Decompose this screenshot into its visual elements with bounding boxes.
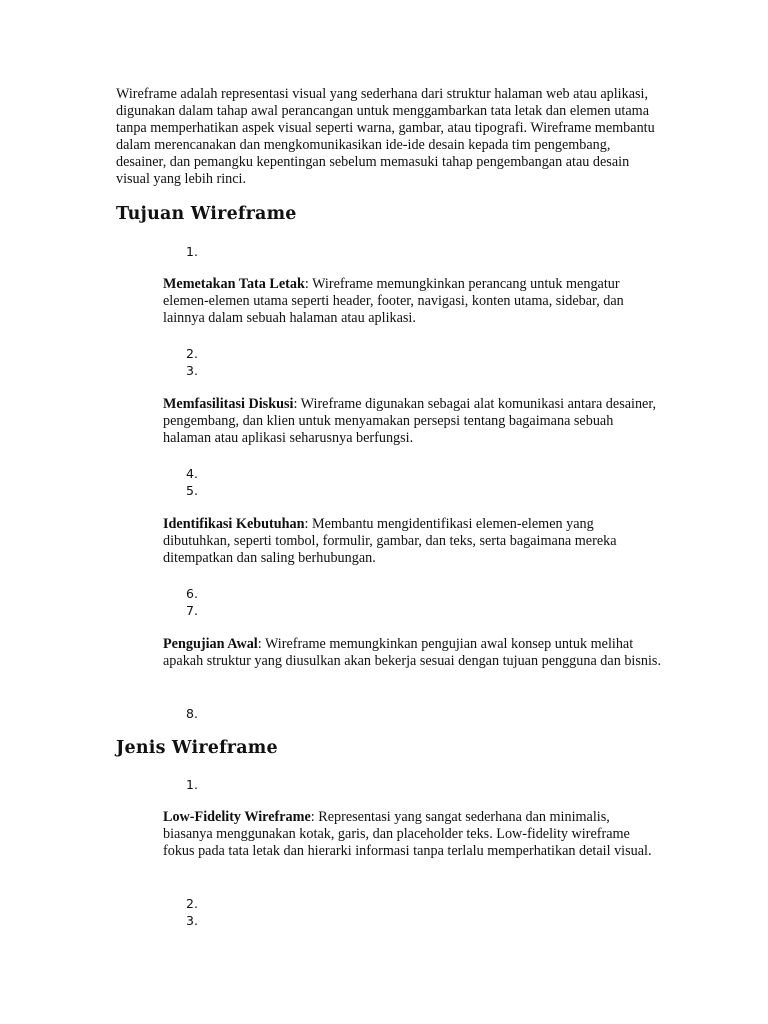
list-item-identifikasi-kebutuhan	[163, 516, 661, 567]
list-number: 2.	[186, 896, 198, 911]
list-item-memfasilitasi-diskusi	[163, 396, 661, 447]
list-number: 1.	[186, 777, 198, 792]
list-item-memetakan-tata-letak	[163, 276, 661, 327]
list-item-low-fidelity-wireframe	[163, 809, 661, 860]
list-number: 3.	[186, 363, 198, 378]
heading-jenis-wireframe: Jenis Wireframe	[116, 738, 278, 758]
intro-paragraph: Wireframe adalah representasi visual yang sederhana dari struktur halaman web atau aplikasi, digunakan dalam tahap awal perancangan untuk menggambarkan tata letak dan elemen utama tanpa memperhatikan aspek visual seperti warna, gambar, atau tipografi. Wireframe membantu dalam merencanakan dan mengkomunikasikan ide-ide desain kepada tim pengembang, desainer, dan pemangku kepentingan sebelum memasuki tahap pengembangan atau desain visual yang lebih rinci.	[116, 86, 655, 188]
list-number: 4.	[186, 466, 198, 481]
list-number: 2.	[186, 346, 198, 361]
item-text: : Representasi yang sangat sederhana dan minimalis, biasanya menggunakan kotak, garis, dan placeholder teks. Low-fidelity wireframe fokus pada tata letak dan hierarki informasi tanpa terlalu memperhatikan detail visual.	[163, 809, 652, 860]
heading-tujuan-wireframe: Tujuan Wireframe	[116, 204, 297, 224]
item-term: Pengujian Awal	[163, 636, 258, 652]
list-number: 1.	[186, 244, 198, 259]
list-number: 6.	[186, 586, 198, 601]
list-number: 7.	[186, 603, 198, 618]
item-term: Identifikasi Kebutuhan	[163, 516, 305, 532]
item-text: : Wireframe digunakan sebagai alat komunikasi antara desainer, pengembang, dan klien untuk menyamakan persepsi tentang bagaimana sebuah halaman atau aplikasi seharusnya berfungsi.	[163, 396, 657, 447]
item-text: : Wireframe memungkinkan perancang untuk mengatur elemen-elemen utama seperti header, footer, navigasi, konten utama, sidebar, dan lainnya dalam sebuah halaman atau aplikasi.	[163, 276, 624, 327]
list-item-pengujian-awal	[163, 636, 661, 670]
list-number: 5.	[186, 483, 198, 498]
item-text: : Wireframe memungkinkan pengujian awal konsep untuk melihat apakah struktur yang diusulkan akan bekerja sesuai dengan tujuan pengguna dan bisnis.	[163, 636, 662, 670]
item-term: Memfasilitasi Diskusi	[163, 396, 294, 412]
list-number: 3.	[186, 913, 198, 928]
item-term: Low-Fidelity Wireframe	[163, 809, 311, 825]
item-text: : Membantu mengidentifikasi elemen-elemen yang dibutuhkan, seperti tombol, formulir, gambar, dan teks, serta bagaimana mereka ditempatkan dan saling berhubungan.	[163, 516, 617, 567]
item-term: Memetakan Tata Letak	[163, 276, 305, 292]
list-number: 8.	[186, 706, 198, 721]
